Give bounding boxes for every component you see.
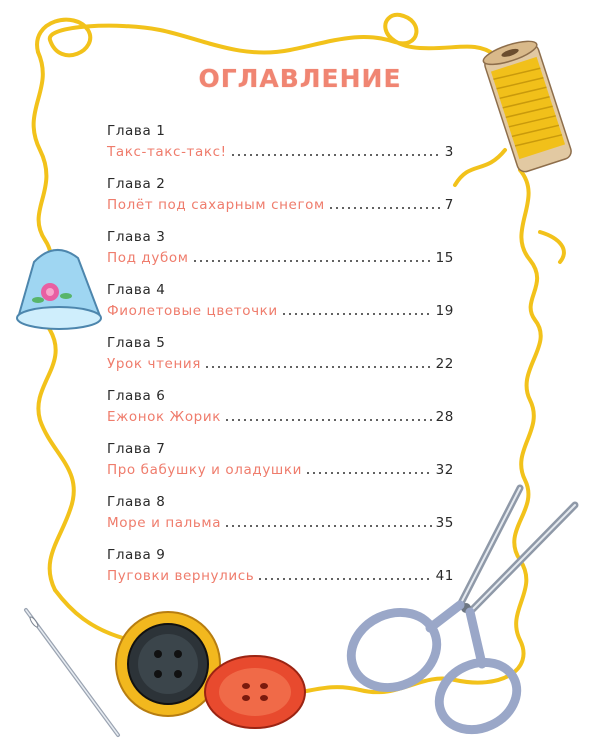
page-number: 7 [444,197,454,213]
chapter-label: Глава 1 [107,123,166,139]
toc-row [107,566,454,586]
toc-row [107,142,454,162]
toc-entry [107,386,454,439]
thimble-icon [17,250,101,329]
chapter-label: Глава 9 [107,547,166,563]
chapter-label: Глава 2 [107,176,166,192]
toc-entry [107,121,454,174]
chapter-label: Глава 3 [107,229,166,245]
dot-leader [204,366,433,368]
toc-row [107,407,454,427]
chapter-title: Под дубом [107,250,189,266]
toc-entry [107,439,454,492]
chapter-label: Глава 8 [107,494,166,510]
toc-entry [107,174,454,227]
toc-entry [107,492,454,545]
chapter-title: Урок чтения [107,356,201,372]
page-number: 41 [435,568,454,584]
dot-leader [224,525,433,527]
toc-entry [107,333,454,386]
page-number: 3 [444,144,454,160]
toc-row [107,195,454,215]
page-number: 32 [435,462,454,478]
dot-leader [224,419,433,421]
page-number: 22 [435,356,454,372]
chapter-title: Полёт под сахарным снегом [107,197,325,213]
table-of-contents [107,121,454,598]
dot-leader [230,154,442,156]
chapter-title: Такс-такс-такс! [107,144,227,160]
toc-row [107,513,454,533]
page-number: 35 [435,515,454,531]
dot-leader [257,578,432,580]
toc-entry [107,280,454,333]
dot-leader [305,472,433,474]
black-button-icon [116,612,220,716]
chapter-title: Море и пальма [107,515,222,531]
chapter-label: Глава 6 [107,388,166,404]
dot-leader [281,313,433,315]
chapter-title: Ежонок Жорик [107,409,221,425]
page-number: 15 [435,250,454,266]
toc-entry [107,227,454,280]
thread-spool-icon [455,37,573,185]
needle-icon [26,610,118,735]
page-title: ОГЛАВЛЕНИЕ [198,64,402,93]
chapter-title: Фиолетовые цветочки [107,303,278,319]
toc-row [107,248,454,268]
chapter-label: Глава 5 [107,335,166,351]
chapter-label: Глава 4 [107,282,166,298]
red-button-icon [205,656,305,728]
page-number: 28 [435,409,454,425]
page-number: 19 [435,303,454,319]
toc-entry [107,545,454,598]
dot-leader [328,207,442,209]
chapter-title: Про бабушку и оладушки [107,462,303,478]
toc-row [107,460,454,480]
dot-leader [192,260,433,262]
toc-row [107,354,454,374]
chapter-label: Глава 7 [107,441,166,457]
toc-row [107,301,454,321]
chapter-title: Пуговки вернулись [107,568,255,584]
